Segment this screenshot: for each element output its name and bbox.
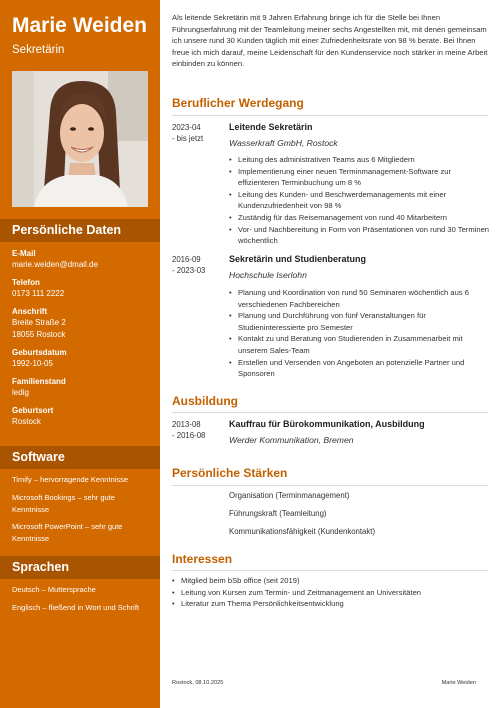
job-employer: Hochschule Iserlohn bbox=[229, 270, 307, 280]
personal-data-heading: Persönliche Daten bbox=[12, 223, 122, 237]
list-item: • Literatur zum Thema Persönlichkeitsentwicklung bbox=[172, 598, 488, 610]
email-value: marie.weiden@dmail.de bbox=[12, 260, 98, 269]
phone-value: 0173 111 2222 bbox=[12, 289, 65, 298]
birthplace-value: Rostock bbox=[12, 417, 41, 426]
language-item: Deutsch – Muttersprache bbox=[12, 585, 96, 594]
job-title: Leitende Sekretärin bbox=[229, 122, 313, 132]
birthdate-value: 1992-10-05 bbox=[12, 359, 53, 368]
list-item: • Leitung des administrativen Teams aus 6 Mitgliedern bbox=[229, 154, 491, 166]
divider bbox=[172, 570, 488, 571]
job-bullets bbox=[229, 154, 491, 247]
interests-heading: Interessen bbox=[172, 552, 233, 566]
education-date-to: - 2016-08 bbox=[172, 431, 206, 440]
phone-label: Telefon bbox=[12, 278, 40, 287]
address-street: Breite Straße 2 bbox=[12, 318, 66, 327]
software-item: Microsoft Bookings – sehr gute Kenntnisse bbox=[12, 493, 115, 514]
list-item: • Planung und Durchführung von fünf Veranstaltungen für Studieninteressierte pro Semester bbox=[229, 310, 491, 333]
software-header bbox=[0, 446, 160, 469]
portrait-illustration bbox=[12, 71, 148, 207]
list-item: • Mitglied beim bSb office (seit 2019) bbox=[172, 575, 488, 587]
family-status-label: Familienstand bbox=[12, 377, 66, 386]
job-bullets bbox=[229, 287, 491, 380]
birthplace-label: Geburtsort bbox=[12, 406, 54, 415]
list-item: • Kontakt zu und Beratung von Studierenden in Zusammenarbeit mit unserem Sales-Team bbox=[229, 333, 491, 356]
address-label: Anschrift bbox=[12, 307, 48, 316]
signature-name: Marie Weiden bbox=[441, 680, 476, 686]
place-date: Rostock, 08.10.2025 bbox=[172, 680, 224, 686]
intro-paragraph: Als leitende Sekretärin mit 9 Jahren Erfahrung bringe ich für die Stelle bei Ihnen Führungserfahrung mit der Teamleitung meiner sechs Angestellten mit, mit denen gemeinsam ich unsere rund 30 Kunden täglich mit einer Zufriedenheitsrate von 98 % berate. Bei Ihnen freue ich mich darauf, meine Leidenschaft für den Kundenservice noch stärker in meine Arbeit einbinden zu können. bbox=[172, 13, 488, 69]
languages-heading: Sprachen bbox=[12, 560, 69, 574]
personal-data-header bbox=[0, 219, 160, 242]
main-content bbox=[172, 0, 488, 708]
divider bbox=[172, 412, 488, 413]
strength-item: Führungskraft (Teamleitung) bbox=[229, 509, 327, 518]
birthdate-label: Geburtsdatum bbox=[12, 348, 67, 357]
job-employer: Wasserkraft GmbH, Rostock bbox=[229, 138, 338, 148]
software-item: Microsoft PowerPoint – sehr gute Kenntnisse bbox=[12, 522, 123, 543]
list-item: • Leitung des Kunden- und Beschwerdemanagements mit einer Kundenzufriedenheit von 98 % bbox=[229, 189, 491, 212]
job-date-to: - bis jetzt bbox=[172, 134, 204, 143]
education-heading: Ausbildung bbox=[172, 394, 238, 408]
email-label: E-Mail bbox=[12, 249, 36, 258]
education-date-from: 2013-08 bbox=[172, 420, 201, 429]
family-status-value: ledig bbox=[12, 388, 29, 397]
list-item: • Leitung von Kursen zum Termin- und Zeitmanagement an Universitäten bbox=[172, 587, 488, 599]
strengths-heading: Persönliche Stärken bbox=[172, 466, 288, 480]
education-title: Kauffrau für Bürokommunikation, Ausbildung bbox=[229, 419, 425, 429]
language-item: Englisch – fließend in Wort und Schrift bbox=[12, 603, 140, 612]
list-item: • Planung und Koordination von rund 50 Seminaren wöchentlich aus 6 verschiedenen Fachbereichen bbox=[229, 287, 491, 310]
job-date-from: 2023-04 bbox=[172, 123, 201, 132]
strength-item: Kommunikationsfähigkeit (Kundenkontakt) bbox=[229, 527, 376, 536]
applicant-role: Sekretärin bbox=[12, 44, 65, 56]
software-heading: Software bbox=[12, 450, 65, 464]
profile-photo bbox=[12, 71, 148, 207]
address-city: 18055 Rostock bbox=[12, 330, 66, 339]
sidebar bbox=[0, 0, 160, 708]
divider bbox=[172, 115, 488, 116]
list-item: • Vor- und Nachbereitung in Form von Präsentationen von rund 30 Terminen wöchentlich bbox=[229, 224, 491, 247]
languages-header bbox=[0, 556, 160, 579]
strength-item: Organisation (Terminmanagement) bbox=[229, 491, 350, 500]
divider bbox=[172, 485, 488, 486]
list-item: • Erstellen und Versenden von Angeboten an potenzielle Partner und Sponsoren bbox=[229, 357, 491, 380]
interests-list bbox=[172, 575, 488, 610]
list-item: • Implementierung einer neuen Terminmanagement-Software zur effizienteren Terminbuchung um 8 % bbox=[229, 166, 491, 189]
job-title: Sekretärin und Studienberatung bbox=[229, 254, 367, 264]
job-date-to: - 2023-03 bbox=[172, 266, 206, 275]
experience-heading: Beruflicher Werdegang bbox=[172, 96, 304, 110]
applicant-name: Marie Weiden bbox=[12, 14, 147, 37]
education-institution: Werder Kommunikation, Bremen bbox=[229, 435, 354, 445]
job-date-from: 2016-09 bbox=[172, 255, 201, 264]
list-item: • Zuständig für das Reisemanagement von rund 40 Mitarbeitern bbox=[229, 212, 491, 224]
software-item: Timify – hervorragende Kenntnisse bbox=[12, 475, 129, 484]
